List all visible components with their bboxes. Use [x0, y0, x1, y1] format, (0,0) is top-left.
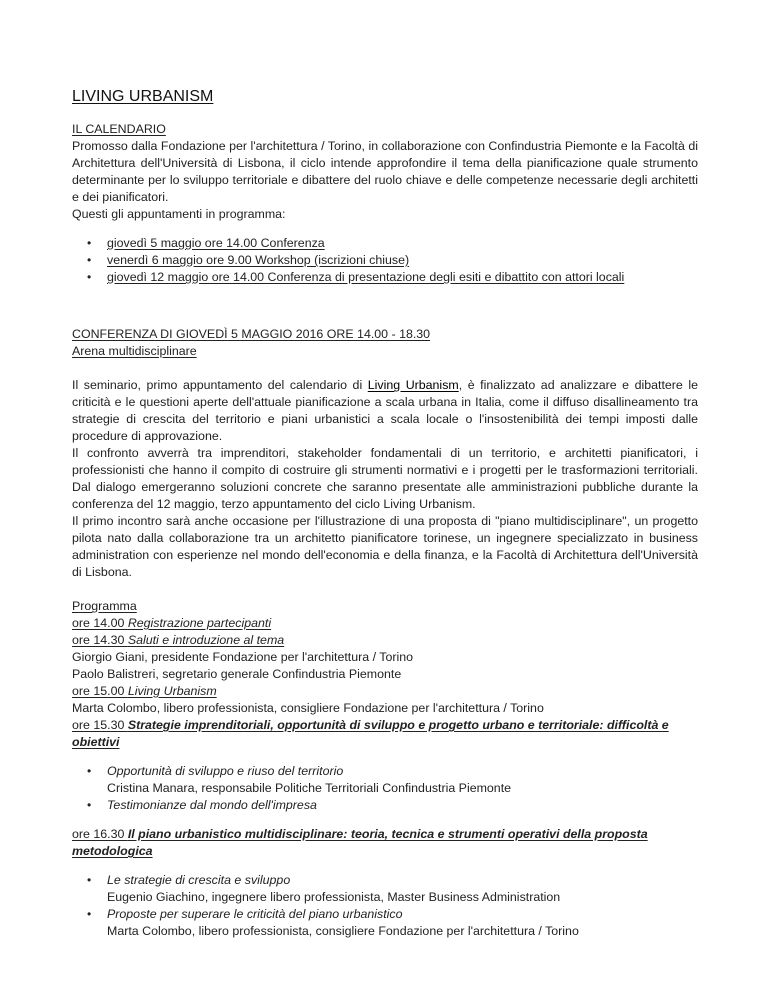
session-item: • Le strategie di crescita e sviluppo Eugenio Giachino, ingegnere libero professionista, Master Business Administration: [72, 872, 698, 906]
program-speaker: Paolo Balistreri, segretario generale Confindustria Piemonte: [72, 667, 402, 681]
program-speaker: Giorgio Giani, presidente Fondazione per l'architettura / Torino: [72, 650, 414, 664]
calendar-intro: Promosso dalla Fondazione per l'architettura / Torino, in collaborazione con Confindustria Piemonte e la Facoltà di Architettura dell'Università di Lisbona, il ciclo intende approfondire il tema della pianificazione quale strumento determinante per lo sviluppo territoriale e dibattere del ruolo chiave e delle competenze necessarie degli architetti e dei pianificatori.: [72, 139, 698, 204]
session-item: • Testimonianze dal mondo dell'impresa: [72, 797, 698, 814]
calendar-list: [72, 235, 698, 286]
conference-paragraph-2: Il confronto avverrà tra imprenditori, stakeholder fondamentali di un territorio, e architetti pianificatori, i professionisti che hanno il compito di costruire gli strumenti normativi e i progetti per le trasformazioni territoriali. Dal dialogo emergeranno soluzioni concrete che saranno presentate alle amministrazioni pubbliche durante la conferenza del 12 maggio, terzo appuntamento del ciclo Living Urbanism.: [72, 446, 698, 511]
program-session: ore 15.00 Living Urbanism: [72, 684, 217, 698]
document-body: [72, 121, 698, 940]
program-session: ore 16.30 Il piano urbanistico multidisciplinare: teoria, tecnica e strumenti operativi della proposta metodologica: [72, 827, 648, 858]
program-speaker: Marta Colombo, libero professionista, consigliere Fondazione per l'architettura / Torino: [72, 701, 544, 715]
conference-venue: Arena multidisciplinare: [72, 344, 197, 358]
program-session: ore 15.30 Strategie imprenditoriali, opportunità di sviluppo e progetto urbano e territoriale: difficoltà e obiettivi: [72, 718, 669, 749]
program-session: ore 14.00 Registrazione partecipanti: [72, 616, 272, 630]
document-title: LIVING URBANISM: [72, 88, 214, 105]
conference-heading: CONFERENZA DI GIOVEDÌ 5 MAGGIO 2016 ORE 14.00 - 18.30: [72, 327, 431, 341]
calendar-item: • venerdì 6 maggio ore 9.00 Workshop (iscrizioni chiuse): [72, 252, 698, 269]
calendar-item: • giovedì 12 maggio ore 14.00 Conferenza di presentazione degli esiti e dibattito con attori locali: [72, 269, 698, 286]
program-session: ore 14.30 Saluti e introduzione al tema: [72, 633, 285, 647]
session-4-list: [72, 763, 698, 814]
calendar-heading: IL CALENDARIO: [72, 122, 166, 136]
conference-paragraph-3: Il primo incontro sarà anche occasione per l'illustrazione di una proposta di "piano multidisciplinare", un progetto pilota nato dalla collaborazione tra un architetto pianificatore torinese, un ingegnere specializzato in business administration con esperienze nel mondo dell'economia e della finanza, e la Facoltà di Architettura dell'Università di Lisbona.: [72, 514, 698, 579]
program-heading: Programma: [72, 599, 137, 613]
conference-paragraph-1: Il seminario, primo appuntamento del calendario di Living Urbanism, è finalizzato ad analizzare e dibattere le criticità e le questioni aperte dell'attuale pianificazione a scala urbana in Italia, come il diffuso disallineamento tra strategie di crescita del territorio e piani urbanistici a scala locale o l'insostenibilità dei tempi imposti dalle procedure di approvazione.: [72, 378, 699, 443]
session-5-list: [72, 872, 698, 940]
session-item: • Opportunità di sviluppo e riuso del territorio Cristina Manara, responsabile Politiche Territoriali Confindustria Piemonte: [72, 763, 698, 797]
calendar-item: • giovedì 5 maggio ore 14.00 Conferenza: [72, 235, 698, 252]
calendar-lead: Questi gli appuntamenti in programma:: [72, 207, 286, 221]
living-urbanism-link[interactable]: Living Urbanism: [367, 378, 459, 392]
session-item: • Proposte per superare le criticità del piano urbanistico Marta Colombo, libero professionista, consigliere Fondazione per l'architettura / Torino: [72, 906, 698, 940]
